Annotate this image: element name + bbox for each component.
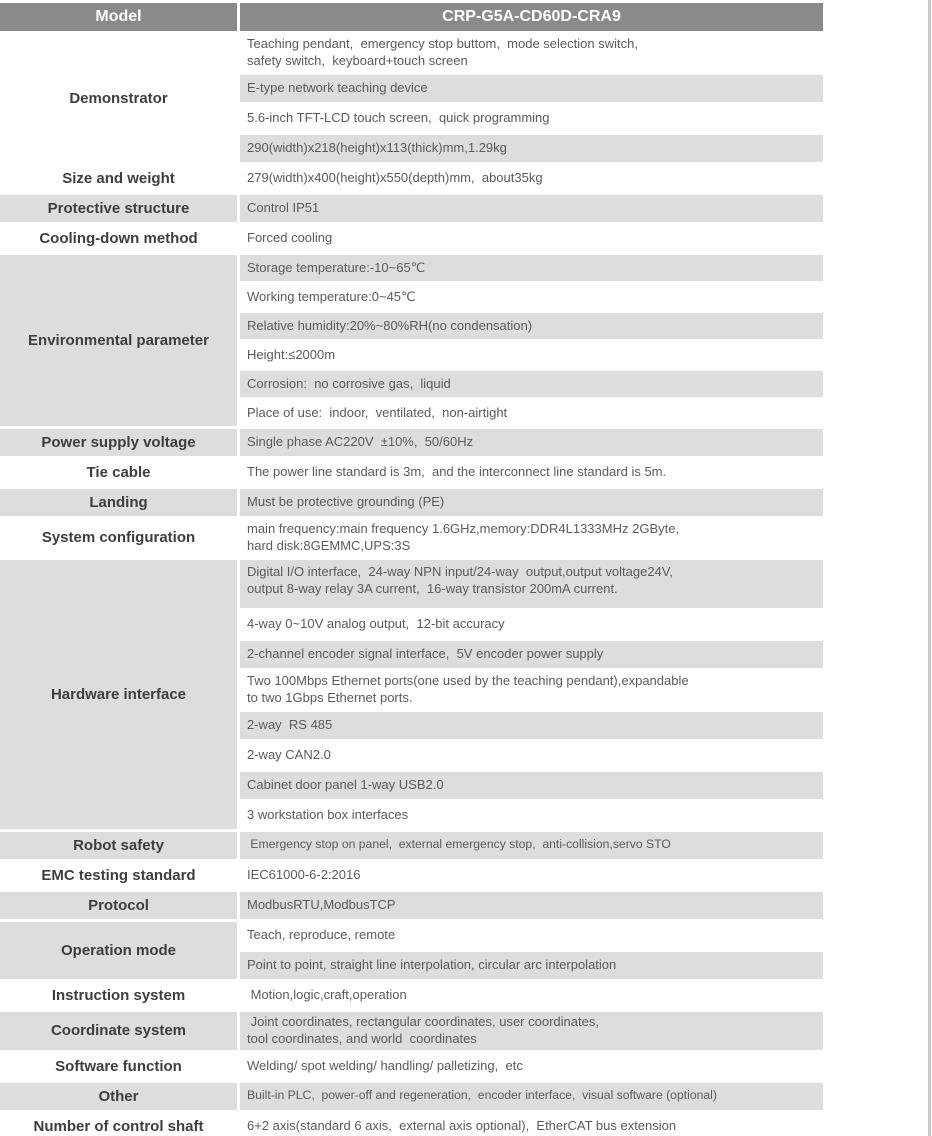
value-row — [240, 1012, 823, 1050]
value-text: Must be protective grounding (PE) — [247, 494, 445, 510]
value-text: Built-in PLC, power-off and regeneration, encoder interface, visual software (optional) — [247, 1088, 717, 1103]
section-software-function — [0, 1053, 823, 1080]
value-row — [240, 1083, 823, 1110]
value-row — [240, 195, 823, 222]
value-text: Forced cooling — [247, 230, 333, 246]
section-instruction-system — [0, 982, 823, 1009]
row-label-cooling-down-method: Cooling-down method — [0, 225, 237, 252]
value-row — [240, 284, 823, 310]
value-text: Point to point, straight line interpolation, circular arc interpolation — [247, 956, 617, 972]
row-label-number-of-control-shaft: Number of control shaft — [0, 1113, 237, 1136]
value-row — [240, 34, 823, 72]
row-label-system-configuration: System configuration — [0, 519, 237, 557]
value-text: Motion,logic,craft,operation — [247, 986, 407, 1002]
value-row — [240, 560, 823, 608]
page-edge-line — [928, 0, 931, 1136]
value-text: Corrosion: no corrosive gas, liquid — [247, 375, 451, 391]
value-row — [240, 862, 823, 889]
section-environmental-parameter — [0, 255, 823, 426]
value-text: 6+2 axis(standard 6 axis, external axis optional), EtherCAT bus extension — [247, 1117, 677, 1133]
row-label-landing: Landing — [0, 489, 237, 516]
value-text: E-type network teaching device — [247, 80, 428, 96]
section-number-of-control-shaft — [0, 1113, 823, 1136]
row-label-other: Other — [0, 1083, 237, 1110]
value-text: Storage temperature:-10~65℃ — [247, 259, 426, 275]
value-row — [240, 225, 823, 252]
value-text: 5.6-inch TFT-LCD touch screen, quick programming — [247, 110, 550, 126]
section-landing — [0, 489, 823, 516]
value-text: 290(width)x218(height)x113(thick)mm,1.29kg — [247, 140, 507, 156]
value-text: to two 1Gbps Ethernet ports. — [247, 689, 413, 705]
value-row — [240, 772, 823, 799]
value-row — [240, 429, 823, 456]
value-text: 2-channel encoder signal interface, 5V encoder power supply — [247, 645, 604, 661]
section-power-supply-voltage — [0, 429, 823, 456]
section-emc-testing-standard — [0, 862, 823, 889]
row-label-hardware-interface: Hardware interface — [0, 560, 237, 829]
section-coordinate-system — [0, 1012, 823, 1050]
value-row — [240, 892, 823, 919]
row-label-robot-safety: Robot safety — [0, 832, 237, 859]
value-text: Height:≤2000m — [247, 346, 336, 362]
value-text: tool coordinates, and world coordinates — [247, 1030, 477, 1046]
value-row — [240, 342, 823, 368]
row-label-operation-mode: Operation mode — [0, 922, 237, 979]
value-row — [240, 105, 823, 132]
table-header-row — [0, 3, 823, 31]
section-protocol — [0, 892, 823, 919]
value-row — [240, 519, 823, 557]
value-text: Working temperature:0~45℃ — [247, 288, 416, 304]
value-text: 2-way RS 485 — [247, 716, 333, 732]
section-operation-mode — [0, 922, 823, 979]
value-text: 4-way 0~10V analog output, 12-bit accuracy — [247, 615, 505, 631]
value-row — [240, 400, 823, 426]
value-row — [240, 165, 823, 192]
value-text: output 8-way relay 3A current, 16-way transistor 200mA current. — [247, 580, 618, 596]
value-row — [240, 1053, 823, 1080]
value-row — [240, 611, 823, 638]
value-row — [240, 135, 823, 162]
section-other — [0, 1083, 823, 1110]
section-protective-structure — [0, 195, 823, 222]
section-hardware-interface — [0, 560, 823, 829]
value-text: safety switch, keyboard+touch screen — [247, 53, 468, 68]
value-text: ModbusRTU,ModbusTCP — [247, 896, 396, 912]
row-label-software-function: Software function — [0, 1053, 237, 1080]
value-row — [240, 641, 823, 668]
value-row — [240, 489, 823, 516]
model-header-cell: Model — [0, 3, 237, 31]
value-text: 3 workstation box interfaces — [247, 806, 409, 822]
row-label-demonstrator: Demonstrator — [0, 34, 237, 162]
row-label-environmental-parameter: Environmental parameter — [0, 255, 237, 426]
value-row — [240, 459, 823, 486]
section-demonstrator — [0, 34, 823, 162]
value-text: The power line standard is 3m, and the interconnect line standard is 5m. — [247, 464, 667, 480]
value-text: Relative humidity:20%~80%RH(no condensation) — [247, 317, 533, 333]
value-text: Teach, reproduce, remote — [247, 926, 396, 942]
value-row — [240, 75, 823, 102]
row-label-power-supply-voltage: Power supply voltage — [0, 429, 237, 456]
value-text: main frequency:main frequency 1.6GHz,memory:DDR4L1333MHz 2GByte, — [247, 521, 680, 536]
section-robot-safety — [0, 832, 823, 859]
value-row — [240, 671, 823, 709]
row-label-protective-structure: Protective structure — [0, 195, 237, 222]
value-text: 279(width)x400(height)x550(depth)mm, about35kg — [247, 170, 543, 186]
row-label-tie-cable: Tie cable — [0, 459, 237, 486]
value-text: Teaching pendant, emergency stop buttom, mode selection switch, — [247, 36, 638, 52]
section-system-configuration — [0, 519, 823, 557]
value-text: 2-way CAN2.0 — [247, 746, 331, 762]
value-row — [240, 712, 823, 739]
value-text: Joint coordinates, rectangular coordinates, user coordinates, — [247, 1013, 599, 1029]
value-row — [240, 952, 823, 979]
value-row — [240, 1113, 823, 1136]
row-label-coordinate-system: Coordinate system — [0, 1012, 237, 1050]
model-value-cell: CRP-G5A-CD60D-CRA9 — [240, 3, 823, 31]
value-row — [240, 922, 823, 949]
value-row — [240, 371, 823, 397]
row-label-instruction-system: Instruction system — [0, 982, 237, 1009]
section-tie-cable — [0, 459, 823, 486]
row-label-size-and-weight: Size and weight — [0, 165, 237, 192]
value-text: Control IP51 — [247, 200, 320, 216]
section-size-and-weight — [0, 165, 823, 192]
value-text: Digital I/O interface, 24-way NPN input/24-way output,output voltage24V, — [247, 563, 673, 579]
value-row — [240, 982, 823, 1009]
value-row — [240, 255, 823, 281]
value-text: Two 100Mbps Ethernet ports(one used by the teaching pendant),expandable — [247, 672, 689, 688]
value-row — [240, 832, 823, 859]
value-row — [240, 802, 823, 829]
value-text: Welding/ spot welding/ handling/ palletizing, etc — [247, 1057, 523, 1073]
value-text: IEC61000-6-2:2016 — [247, 866, 361, 882]
value-text: Place of use: indoor, ventilated, non-airtight — [247, 404, 508, 420]
section-cooling-down-method — [0, 225, 823, 252]
value-row — [240, 742, 823, 769]
value-text: hard disk:8GEMMC,UPS:3S — [247, 537, 411, 553]
row-label-emc-testing-standard: EMC testing standard — [0, 862, 237, 889]
value-row — [240, 313, 823, 339]
value-text: Single phase AC220V ±10%, 50/60Hz — [247, 434, 474, 450]
row-label-protocol: Protocol — [0, 892, 237, 919]
value-text: Emergency stop on panel, external emergency stop, anti-collision,servo STO — [247, 837, 671, 852]
value-text: Cabinet door panel 1-way USB2.0 — [247, 776, 444, 792]
